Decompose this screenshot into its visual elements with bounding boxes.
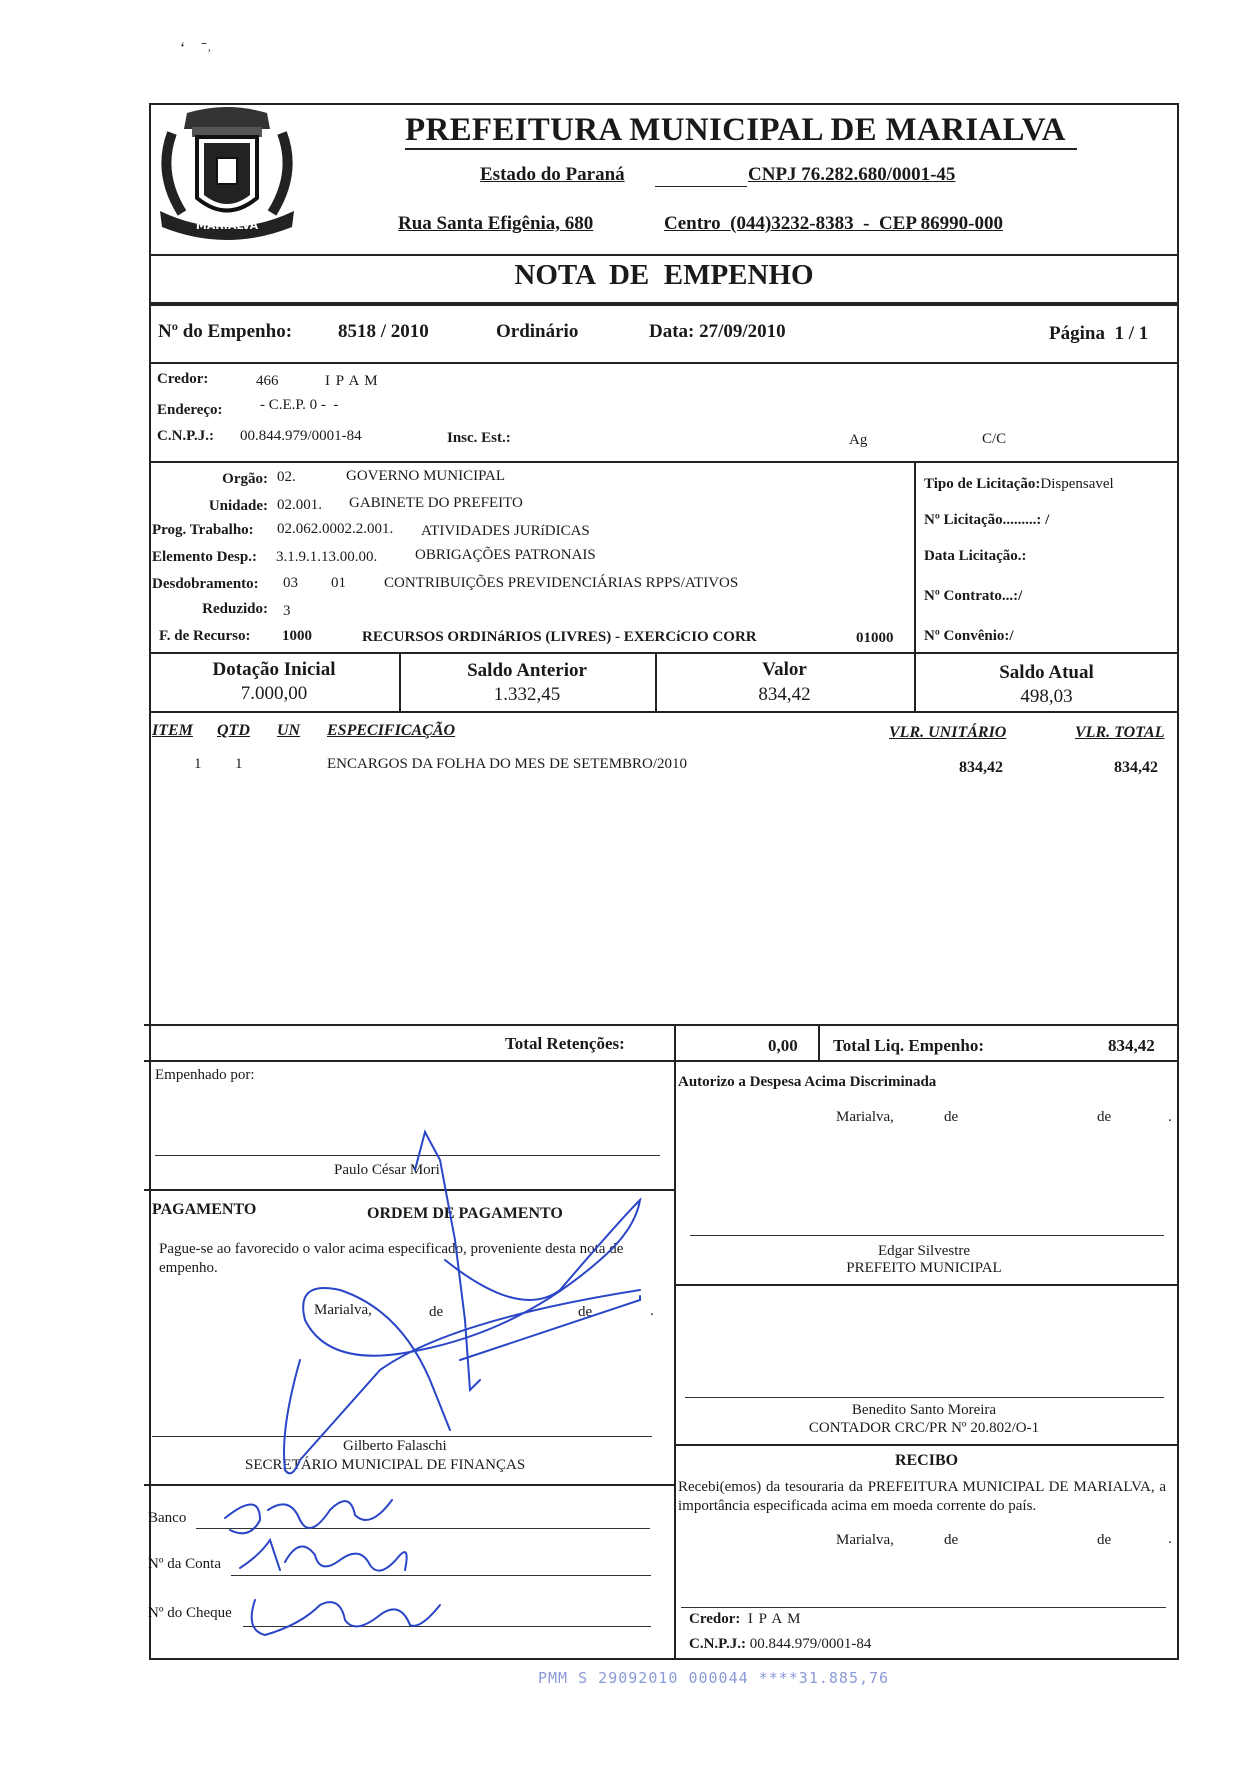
- autorizo-label: Autorizo a Despesa Acima Discriminada: [678, 1074, 937, 1090]
- recurso-code-2: 01000: [856, 630, 894, 646]
- svg-text:MARIALVA: MARIALVA: [195, 219, 259, 232]
- recibo-de-2: de: [1097, 1532, 1112, 1548]
- recurso-code: 1000: [282, 628, 312, 644]
- signature-line: [152, 1436, 652, 1437]
- reduzido-value: 3: [283, 603, 291, 619]
- dotacao-label: Dotação Inicial: [212, 659, 336, 680]
- numero-contrato: Nº Contrato...:/: [924, 588, 1023, 604]
- district-phone-cep: Centro (044)3232-8383 - CEP 86990-000: [664, 213, 1003, 234]
- item-qtd: 1: [235, 756, 243, 772]
- divider: [149, 652, 1179, 654]
- divider-vertical: [914, 461, 916, 654]
- item-total-value: 834,42: [1114, 759, 1158, 776]
- col-un: UN: [277, 722, 301, 739]
- numero-licitacao: Nº Licitação.........: /: [924, 512, 1050, 528]
- col-qtd: QTD: [217, 722, 250, 739]
- state-rule: [655, 186, 747, 187]
- banco-label: Banco: [148, 1510, 187, 1526]
- endereco-value: - C.E.P. 0 - -: [260, 397, 339, 413]
- pagamento-de-2: de: [578, 1304, 593, 1320]
- title-underline: [405, 148, 1077, 150]
- page-number: Página 1 / 1: [1049, 323, 1149, 344]
- cnpj-header: CNPJ 76.282.680/0001-45: [748, 164, 956, 185]
- divider-vertical: [674, 1024, 676, 1061]
- divider: [149, 302, 1179, 306]
- signature-line: [690, 1235, 1164, 1236]
- col-valor-total: VLR. TOTAL: [1075, 724, 1165, 741]
- unidade-code: 02.001.: [277, 497, 322, 513]
- credor-cnpj: 00.844.979/0001-84: [240, 428, 362, 444]
- pagamento-dot: .: [650, 1303, 654, 1319]
- elemento-desc: OBRIGAÇÕES PATRONAIS: [415, 547, 596, 563]
- reduzido-label: Reduzido:: [202, 601, 268, 617]
- data-licitacao: Data Licitação.:: [924, 548, 1027, 564]
- signature-line: [155, 1155, 660, 1156]
- numero-convenio: Nº Convênio:/: [924, 628, 1014, 644]
- prefeito-title: PREFEITO MUNICIPAL: [846, 1260, 1002, 1276]
- desdobramento-label: Desdobramento:: [152, 576, 259, 592]
- elemento-label: Elemento Desp.:: [152, 549, 257, 565]
- conta-label: Nº da Conta: [148, 1556, 221, 1572]
- col-valor-unitario: VLR. UNITÁRIO: [889, 724, 1007, 741]
- saldo-anterior-label: Saldo Anterior: [467, 660, 587, 681]
- desdobramento-desc: CONTRIBUIÇÕES PREVIDENCIÁRIAS RPPS/ATIVOS: [384, 575, 739, 591]
- divider-vertical: [674, 1060, 676, 1660]
- recurso-label: F. de Recurso:: [159, 628, 251, 644]
- col-especificacao: ESPECIFICAÇÃO: [327, 722, 456, 739]
- valor-label: Valor: [762, 659, 807, 680]
- pagamento-label: PAGAMENTO: [152, 1201, 257, 1218]
- credor-name: I P A M: [325, 373, 379, 389]
- empenhado-label: Empenhado por:: [155, 1067, 255, 1083]
- orgao-desc: GOVERNO MUNICIPAL: [346, 468, 506, 484]
- desdobramento-a: 03: [283, 575, 298, 591]
- col-item: ITEM: [152, 722, 193, 739]
- valor-value: 834,42: [758, 684, 811, 705]
- orgao-code: 02.: [277, 469, 296, 485]
- item-unit-value: 834,42: [959, 759, 1003, 776]
- contador-name: Benedito Santo Moreira: [851, 1402, 997, 1418]
- institution-title: PREFEITURA MUNICIPAL DE MARIALVA: [405, 112, 1066, 148]
- divider: [144, 1189, 674, 1191]
- saldo-atual-label: Saldo Atual: [999, 662, 1094, 683]
- credor-code: 466: [256, 373, 279, 389]
- cheque-label: Nº do Cheque: [148, 1605, 232, 1621]
- divider: [149, 254, 1179, 256]
- divider-vertical: [818, 1024, 820, 1061]
- liquido-label: Total Liq. Empenho:: [833, 1036, 984, 1055]
- recibo-cnpj: C.N.P.J.: 00.844.979/0001-84: [689, 1636, 872, 1652]
- unidade-label: Unidade:: [208, 498, 268, 514]
- street-address: Rua Santa Efigênia, 680: [398, 213, 594, 234]
- saldo-atual-value: 498,03: [1020, 686, 1073, 707]
- empenho-type: Ordinário: [496, 321, 579, 342]
- autorizo-de-1: de: [944, 1109, 959, 1125]
- recibo-place: Marialva,: [836, 1532, 894, 1548]
- conta-field[interactable]: [231, 1575, 651, 1576]
- prog-code: 02.062.0002.2.001.: [277, 521, 394, 537]
- empenho-number: 8518 / 2010: [338, 321, 429, 342]
- recibo-dot: .: [1168, 1531, 1172, 1547]
- recibo-text: Recebi(emos) da tesouraria da PREFEITURA MUNICIPAL DE MARIALVA, a importância especificada acima em moeda corrente do país.: [678, 1479, 1166, 1514]
- liquido-value: 834,42: [1108, 1036, 1155, 1055]
- desdobramento-b: 01: [331, 575, 346, 591]
- prefeito-name: Edgar Silvestre: [877, 1243, 971, 1259]
- credor-label: Credor:: [157, 371, 209, 387]
- contador-title: CONTADOR CRC/PR Nº 20.802/O-1: [808, 1420, 1040, 1436]
- pagamento-de-1: de: [429, 1304, 444, 1320]
- coat-of-arms-logo: [152, 103, 302, 253]
- processing-stamp: PMM S 29092010 000044 ****31.885,76: [538, 1669, 890, 1687]
- cc-label: C/C: [982, 431, 1007, 447]
- item-spec: ENCARGOS DA FOLHA DO MES DE SETEMBRO/2010: [327, 756, 688, 772]
- divider: [674, 1444, 1179, 1446]
- empenhado-name: Paulo César Mori: [334, 1162, 440, 1178]
- prog-desc: ATIVIDADES JURíDICAS: [421, 523, 590, 539]
- divider: [144, 1484, 674, 1486]
- pagamento-place: Marialva,: [314, 1302, 372, 1318]
- empenho-date: Data: 27/09/2010: [649, 321, 786, 342]
- saldo-anterior-value: 1.332,45: [493, 684, 561, 705]
- prog-label: Prog. Trabalho:: [152, 522, 254, 538]
- document-title: NOTA DE EMPENHO: [514, 259, 814, 291]
- unidade-desc: GABINETE DO PREFEITO: [349, 495, 523, 511]
- divider: [149, 461, 1179, 463]
- retencoes-value: 0,00: [768, 1036, 798, 1055]
- divider: [144, 1060, 1179, 1062]
- dotacao-value: 7.000,00: [240, 683, 308, 704]
- divider: [674, 1284, 1179, 1286]
- autorizo-de-2: de: [1097, 1109, 1112, 1125]
- insc-est-label: Insc. Est.:: [447, 430, 511, 446]
- orgao-label: Orgão:: [222, 471, 268, 487]
- elemento-code: 3.1.9.1.13.00.00.: [276, 549, 378, 565]
- state-name: Estado do Paraná: [480, 164, 625, 185]
- autorizo-dot: .: [1168, 1109, 1172, 1125]
- endereco-label: Endereço:: [157, 402, 223, 418]
- item-number: 1: [194, 756, 202, 772]
- autorizo-place: Marialva,: [836, 1109, 894, 1125]
- scan-mark: ʻ ˉ˒: [180, 40, 212, 57]
- secretario-name: Gilberto Falaschi: [343, 1438, 447, 1454]
- ag-label: Ag: [849, 432, 868, 448]
- divider: [149, 711, 1179, 713]
- banco-field[interactable]: [196, 1528, 650, 1529]
- recibo-title: RECIBO: [894, 1452, 959, 1469]
- recibo-de-1: de: [944, 1532, 959, 1548]
- signature-line: [681, 1607, 1166, 1608]
- pagamento-text: Pague-se ao favorecido o valor acima especificado, proveniente desta nota de empenho.: [159, 1241, 624, 1276]
- secretario-title: SECRETÁRIO MUNICIPAL DE FINANÇAS: [245, 1457, 526, 1473]
- ordem-pagamento-label: ORDEM DE PAGAMENTO: [367, 1205, 563, 1222]
- retencoes-label: Total Retenções:: [505, 1034, 625, 1053]
- recurso-desc: RECURSOS ORDINáRIOS (LIVRES) - EXERCíCIO CORR: [362, 629, 757, 645]
- empenho-label: Nº do Empenho:: [158, 321, 293, 342]
- divider: [149, 362, 1179, 364]
- signature-line: [685, 1397, 1164, 1398]
- divider: [144, 1024, 1179, 1026]
- cheque-field[interactable]: [243, 1626, 651, 1627]
- table-row: [149, 752, 1179, 782]
- recibo-credor: Credor: I P A M: [689, 1611, 802, 1627]
- tipo-licitacao: Tipo de Licitação:Dispensavel: [924, 476, 1114, 492]
- cnpj-label: C.N.P.J.:: [157, 428, 214, 444]
